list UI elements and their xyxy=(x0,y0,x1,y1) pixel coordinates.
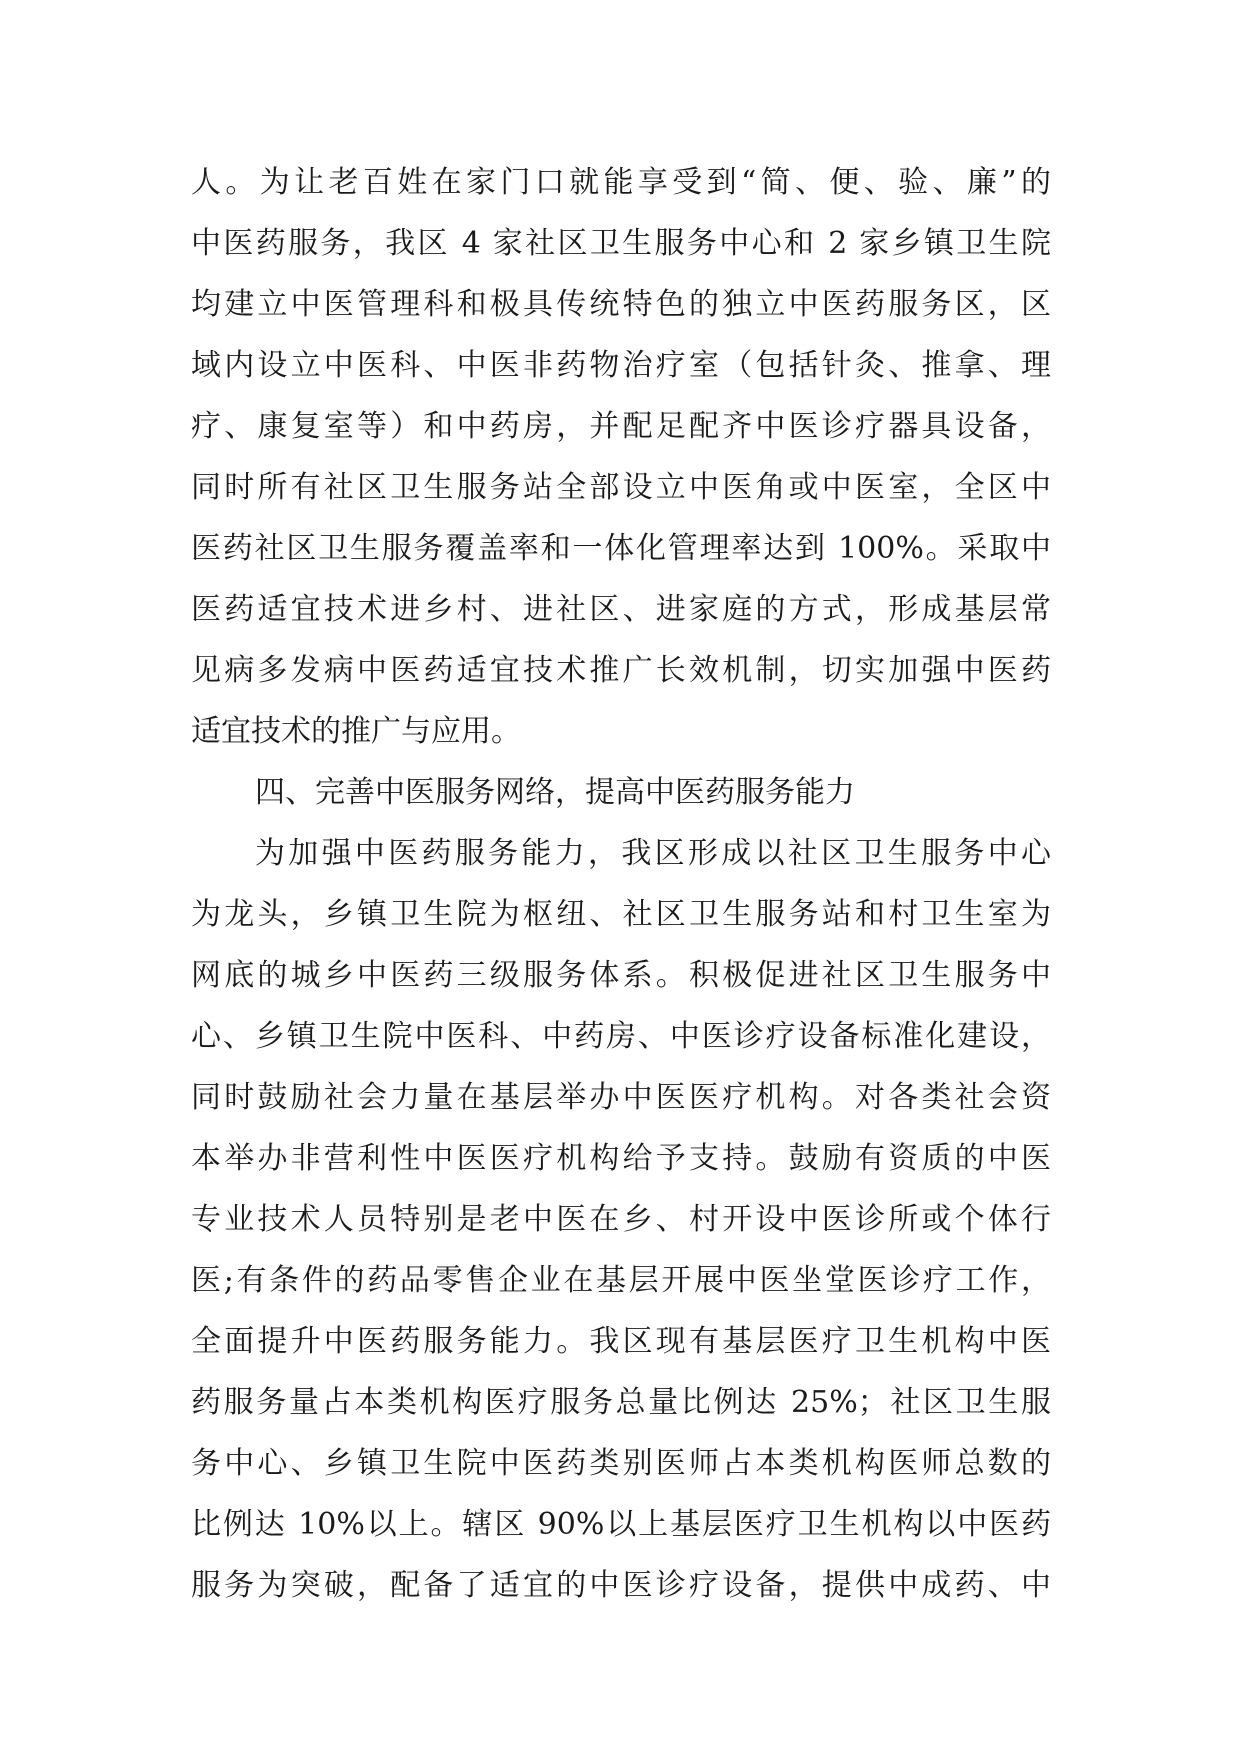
text-line: 务中心、乡镇卫生院中医药类别医师占本类机构医师总数的 xyxy=(191,1446,1051,1481)
text-line: 为龙头，乡镇卫生院为枢纽、社区卫生服务站和村卫生室为 xyxy=(191,897,1051,932)
text-line: 均建立中医管理科和极具传统特色的独立中医药服务区，区 xyxy=(191,287,1051,322)
text-line: 适宜技术的推广与应用。 xyxy=(191,714,521,749)
text-line: 见病多发病中医药适宜技术推广长效机制，切实加强中医药 xyxy=(191,653,1051,688)
text-line: 中医药服务，我区 4 家社区卫生服务中心和 2 家乡镇卫生院 xyxy=(191,226,1051,261)
text-line: 疗、康复室等）和中药房，并配足配齐中医诊疗器具设备， xyxy=(191,409,1051,444)
text-line: 网底的城乡中医药三级服务体系。积极促进社区卫生服务中 xyxy=(191,958,1051,993)
text-line: 人。为让老百姓在家门口就能享受到“简、便、验、廉”的 xyxy=(191,165,1051,200)
text-line: 本举办非营利性中医医疗机构给予支持。鼓励有资质的中医 xyxy=(191,1141,1051,1176)
text-line: 医药社区卫生服务覆盖率和一体化管理率达到 100%。采取中 xyxy=(191,531,1051,566)
text-line: 医;有条件的药品零售企业在基层开展中医坐堂医诊疗工作， xyxy=(191,1263,1051,1298)
text-line: 为加强中医药服务能力，我区形成以社区卫生服务中心 xyxy=(255,836,1051,871)
text-line: 比例达 10%以上。辖区 90%以上基层医疗卫生机构以中医药 xyxy=(191,1507,1051,1542)
text-line: 专业技术人员特别是老中医在乡、村开设中医诊所或个体行 xyxy=(191,1202,1051,1237)
text-line: 全面提升中医药服务能力。我区现有基层医疗卫生机构中医 xyxy=(191,1324,1051,1359)
text-line: 医药适宜技术进乡村、进社区、进家庭的方式，形成基层常 xyxy=(191,592,1051,627)
text-line: 药服务量占本类机构医疗服务总量比例达 25%；社区卫生服 xyxy=(191,1385,1051,1420)
text-line: 心、乡镇卫生院中医科、中药房、中医诊疗设备标准化建设， xyxy=(191,1019,1051,1054)
text-line: 同时所有社区卫生服务站全部设立中医角或中医室，全区中 xyxy=(191,470,1051,505)
text-line: 服务为突破，配备了适宜的中医诊疗设备，提供中成药、中 xyxy=(191,1568,1051,1603)
section-heading: 四、完善中医服务网络，提高中医药服务能力 xyxy=(255,775,855,810)
text-line: 域内设立中医科、中医非药物治疗室（包括针灸、推拿、理 xyxy=(191,348,1051,383)
text-line: 同时鼓励社会力量在基层举办中医医疗机构。对各类社会资 xyxy=(191,1080,1051,1115)
